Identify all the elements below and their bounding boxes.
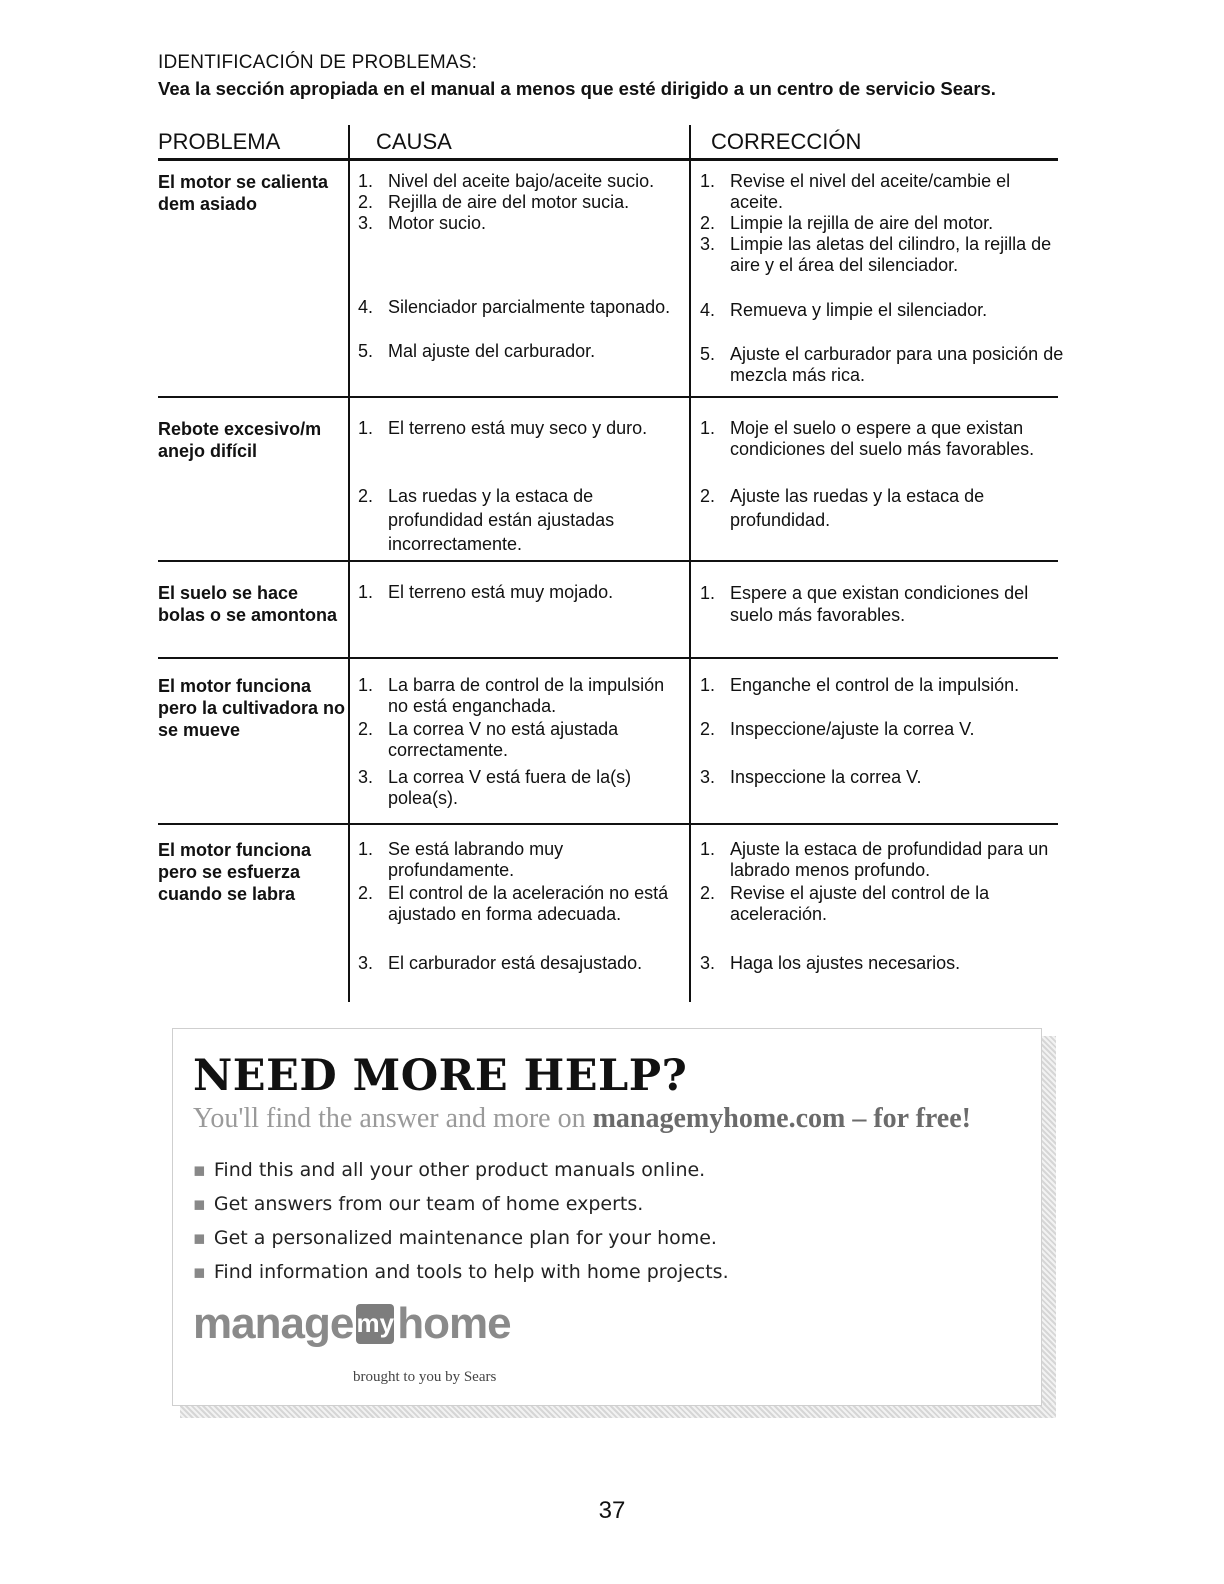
brought-by: brought to you by Sears xyxy=(353,1369,497,1385)
cause-item: 2. El control de la aceleración no está ajustado en forma adecuada. xyxy=(358,883,669,924)
correction-item: 3. Limpie las aletas del cilindro, la rejilla de aire y el área del silenciador. xyxy=(700,234,1052,275)
list-item: ▪ Get a personalized maintenance plan for your home. xyxy=(193,1227,717,1249)
cause-item: 3. El carburador está desajustado. xyxy=(358,953,643,973)
cause-item: 2. La correa V no está ajustada correctamente. xyxy=(358,719,619,760)
correction-item: 2. Ajuste las ruedas y la estaca de profundidad. xyxy=(700,486,985,530)
cause-item: 3. La correa V está fuera de la(s) polea(s). xyxy=(358,767,632,808)
correction-item: 3. Haga los ajustes necesarios. xyxy=(700,953,961,973)
cause-item: 2. Las ruedas y la estaca de profundidad están ajustadas incorrectamente. xyxy=(358,486,615,554)
table-row xyxy=(158,825,1058,1005)
site-link[interactable]: managemyhome.com – for free! xyxy=(592,1103,971,1134)
correction-list xyxy=(698,675,1068,788)
cause-list xyxy=(356,582,676,603)
problem-text: El motor funciona pero se esfuerza cuando se labra xyxy=(158,840,311,904)
cause-list xyxy=(356,839,676,974)
correction-list xyxy=(698,418,1068,532)
cause-item: 1. Se está labrando muy profundamente. xyxy=(358,839,564,880)
header-cause: CAUSA xyxy=(376,129,452,154)
cause-list xyxy=(356,418,676,556)
cause-item: 1. La barra de control de la impulsión no está enganchada. xyxy=(358,675,665,716)
cause-item: 4. Silenciador parcialmente taponado. xyxy=(358,297,671,317)
cause-item: 5. Mal ajuste del carburador. xyxy=(358,341,596,361)
table-row xyxy=(158,562,1058,659)
correction-item: 1. Revise el nivel del aceite/cambie el aceite. xyxy=(700,171,1011,212)
cause-item: 3. Motor sucio. xyxy=(358,213,487,233)
problem-text: El motor funciona pero la cultivadora no se mueve xyxy=(158,676,346,740)
correction-item: 4. Remueva y limpie el silenciador. xyxy=(700,300,988,320)
problem-text: El motor se calienta dem asiado xyxy=(158,172,329,214)
cause-list xyxy=(356,171,676,362)
problem-text: Rebote excesivo/m anejo difícil xyxy=(158,419,322,461)
correction-item: 2. Limpie la rejilla de aire del motor. xyxy=(700,213,994,233)
table-row xyxy=(158,659,1058,825)
promo-bullets xyxy=(193,1153,729,1289)
correction-list xyxy=(698,171,1068,386)
correction-item: 2. Revise el ajuste del control de la aceleración. xyxy=(700,883,990,924)
promo-title: NEED MORE HELP? xyxy=(193,1051,688,1101)
correction-list xyxy=(698,582,1068,626)
correction-item: 2. Inspeccione/ajuste la correa V. xyxy=(700,719,975,739)
need-more-help-box xyxy=(172,1028,1042,1406)
correction-item: 1. Ajuste la estaca de profundidad para un labrado menos profundo. xyxy=(700,839,1049,880)
column-divider xyxy=(689,125,691,1002)
problem-text: El suelo se hace bolas o se amontona xyxy=(158,583,338,625)
cause-item: 2. Rejilla de aire del motor sucia. xyxy=(358,192,630,212)
logo-my-box: my xyxy=(356,1304,394,1344)
table-row xyxy=(158,398,1058,562)
table-header xyxy=(158,125,1058,161)
page-heading xyxy=(158,52,1048,100)
cause-item: 1. El terreno está muy mojado. xyxy=(358,582,614,602)
cause-list xyxy=(356,675,676,809)
correction-item: 1. Enganche el control de la impulsión. xyxy=(700,675,1020,695)
header-correction: CORRECCIÓN xyxy=(711,129,862,154)
correction-item: 5. Ajuste el carburador para una posición de mezcla más rica. xyxy=(700,344,1064,385)
managemyhome-logo: manage myhome xyxy=(193,1299,511,1348)
section-subtitle: Vea la sección apropiada en el manual a menos que esté dirigido a un centro de servicio Sears. xyxy=(158,78,996,99)
correction-item: 1. Moje el suelo o espere a que existan condiciones del suelo más favorables. xyxy=(700,418,1035,459)
correction-item: 3. Inspeccione la correa V. xyxy=(700,767,922,787)
column-divider xyxy=(348,125,350,1002)
box-shadow xyxy=(1040,1036,1056,1412)
list-item: ▪ Find this and all your other product manuals online. xyxy=(193,1159,706,1181)
cause-item: 1. El terreno está muy seco y duro. xyxy=(358,418,648,438)
list-item: ▪ Find information and tools to help with home projects. xyxy=(193,1261,729,1283)
page-number: 37 xyxy=(598,1497,626,1524)
table-row xyxy=(158,161,1064,398)
list-item: ▪ Get answers from our team of home experts. xyxy=(193,1193,644,1215)
promo-tagline: You'll find the answer and more on managemyhome.com – for free! xyxy=(193,1103,971,1134)
box-shadow xyxy=(180,1404,1056,1418)
header-problem: PROBLEMA xyxy=(158,129,281,154)
troubleshooting-table xyxy=(158,125,1064,1005)
section-title: IDENTIFICACIÓN DE PROBLEMAS: xyxy=(158,52,478,73)
cause-item: 1. Nivel del aceite bajo/aceite sucio. xyxy=(358,171,655,191)
correction-item: 1. Espere a que existan condiciones del suelo más favorables. xyxy=(700,583,1029,625)
correction-list xyxy=(698,839,1068,974)
